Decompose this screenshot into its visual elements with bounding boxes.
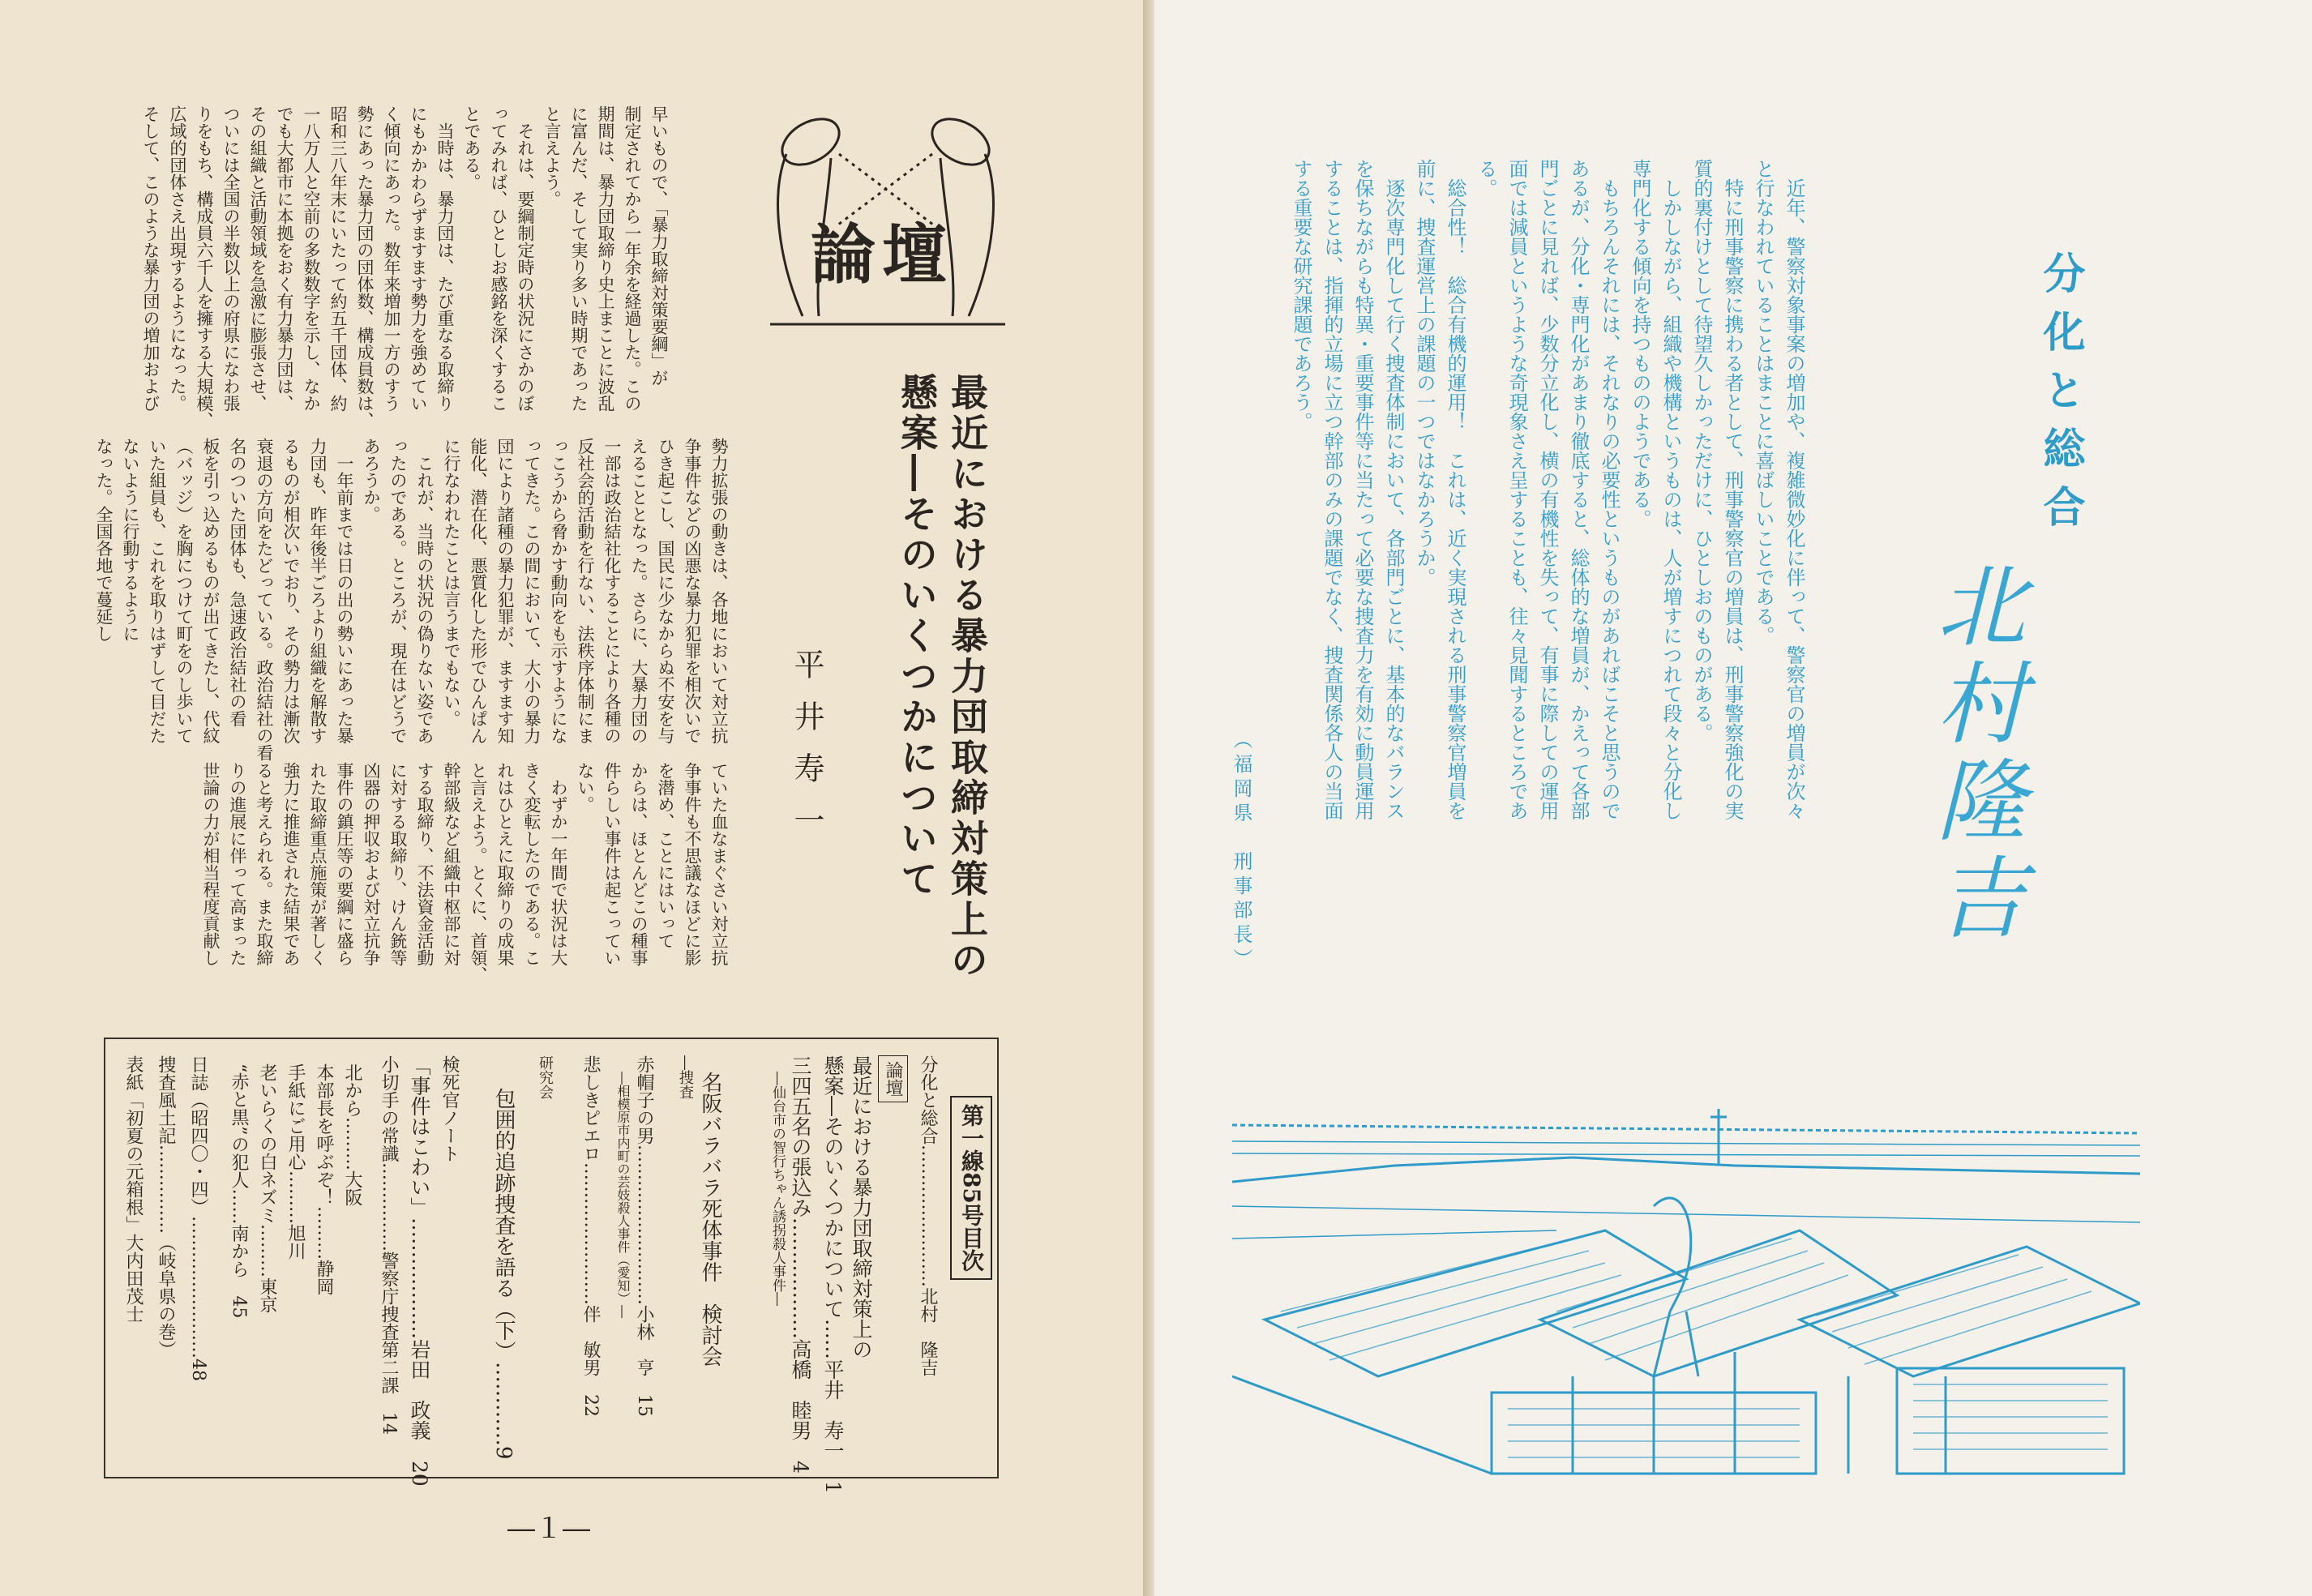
article-lower-col-40: れた取締重点施策が著しく [308,762,328,966]
toc-entry[interactable]: 研究会 [537,1055,554,1099]
toc-entry[interactable]: 最近における暴力団取締対策上の [850,1055,873,1359]
essay-col-2: と行なわれていることはまことに喜ばしいことである。 [1752,159,1775,645]
article-lower-col-44: 世論の力が相当程度貢献し [201,762,220,966]
article-lower-col-38: 凶器の押収および対立抗争 [362,762,381,966]
article-upper-col-13: 昭和三八年末にいたって約五千団体、約 [328,105,348,412]
article-author: 平井寿一 [789,648,824,856]
article-lower-col-43: りの進展に伴って高まった [228,762,247,966]
article-lower-col-1: 勢力拡張の動きは、各地において対立抗 [709,438,729,744]
toc-entry[interactable]: ―仙台市の智行ちゃん誘拐殺人事件― [769,1072,786,1306]
article-lower-col-5: 一部は政治結社化することにより各種の [602,438,622,744]
article-lower-col-15: 一年前までは日の出の勢いにあった暴 [335,455,354,744]
article-lower-col-30: ない。 [576,762,595,813]
article-lower-col-9: 団により諸種の暴力犯罪が、ますます知 [495,438,515,744]
toc-entry[interactable]: 分化と総合……………………北村 隆吉 [918,1055,938,1376]
article-lower-col-12: これが、当時の状況の偽りない姿であ [415,455,435,744]
author-affiliation: （福岡県 刑事部長） [1230,730,1252,973]
toc-entry[interactable]: 北から………大阪 [342,1063,362,1206]
article-upper-col-20: そして、このような暴力団の増加および [141,105,161,412]
essay-col-11: る。 [1475,159,1497,198]
article-upper-col-16: その組織と活動領域を急激に膨張させ、 [248,105,268,412]
toc-entry[interactable]: 日誌（昭四〇・四）……………………48 [188,1055,208,1381]
article-upper-col-18: りをもち、構成員六千人を擁する大規模、 [195,105,214,429]
toc-entry[interactable]: 悲しきピエロ……………………伴 敏男 22 [580,1055,601,1417]
article-lower-col-36: する取締り、不法資金活動 [415,762,435,966]
left-page [0,0,1143,1596]
article-upper-col-12: 勢にあった暴力団の団体数、構成員数は、 [355,105,375,429]
toc-entry[interactable]: 検死官ノート [439,1055,460,1162]
toc-entry[interactable]: 本部長を呼ぶぞ！………静岡 [314,1063,334,1295]
article-upper-col-6: それは、要綱制定時の状況にさかのぼ [516,122,535,412]
article-upper-col-14: 一八万人と空前の多数数字を示し、なか [302,105,321,412]
article-upper-col-3: 期間は、暴力団取締り史上まことに波乱 [596,105,615,412]
article-lower-col-8: ってきた。この間において、大小の暴力 [522,438,542,744]
toc-entry[interactable]: 老いらくの白ネズミ………東京 [257,1063,277,1313]
toc-entry[interactable]: 捜査風土記……………（岐阜県の巻） [156,1055,176,1359]
toc-heading: 第一線85号目次 [950,1096,992,1280]
article-title-line-1: 最近における暴力団取締対策上の [945,373,989,981]
article-lower-col-7: っこうから脅かす動向をも示すようにな [549,438,568,744]
article-lower-col-27: を潜め、ことにはいって [656,762,675,949]
article-lower-col-19: 名のついた団体も、急速政治結社の看 [228,438,247,727]
toc-entry[interactable]: “赤と黒”の犯人……南から 45 [229,1063,249,1319]
article-lower-col-34: と言えよう。とくに、首領、 [469,762,488,983]
article-lower-col-21: （バッジ）を胸につけて町をのし歩いて [174,438,194,744]
essay-col-14: 逐次専門化して行く捜査体制において、各部門ごとに、基本的なバランス [1382,178,1405,820]
harbor-town-illustration [1232,1109,2140,1490]
article-lower-col-14: あろうか。 [362,438,381,523]
article-lower-col-32: きく変転したのである。こ [522,762,542,966]
article-lower-col-31: わずか一年間で状況は大 [549,779,568,966]
article-lower-col-20: 板を引っ込めるものが出てきたし、代紋 [201,438,220,744]
article-upper-col-9: 当時は、暴力団は、たび重なる取締り [435,122,455,412]
essay-col-10: 面では減員というような奇現象さえ呈することも、往々見聞するところであ [1505,159,1528,820]
article-upper-col-1: 早いもので、「暴力取締対策要綱」が [649,105,669,387]
essay-col-16: することは、指揮的立場に立つ幹部のみの課題でなく、捜査関係各人の当面 [1321,159,1343,820]
article-upper-col-15: でも大都市に本拠をおく有力暴力団は、 [275,105,294,412]
article-lower-col-29: 件らしい事件は起こってい [602,762,622,966]
essay-col-3: 特に刑事警察に携わる者として、刑事警察官の増員は、刑事警察強化の実 [1721,178,1744,820]
article-upper-col-8: とである。 [462,105,482,190]
article-lower-col-16: 力団も、昨年後半ごろより組織を解散す [308,438,328,744]
article-lower-col-42: ると考えられる。また取締 [255,762,274,966]
essay-title: 分化と総合 [2036,251,2085,543]
toc-entry[interactable]: 表紙「初夏の元箱根」大内田茂士 [123,1055,143,1323]
article-upper-col-11: く傾向にあった。数年来増加一方のすう [382,105,401,412]
toc-entry[interactable]: 論壇 [878,1055,908,1102]
article-lower-col-39: 事件の鎮圧等の要綱に盛ら [335,762,354,966]
article-upper-col-7: ってみれば、ひとしお感銘を深くするこ [489,105,508,412]
article-upper-col-2: 制定されてから一年余を経過した。この [623,105,642,412]
article-upper-col-19: 広域的団体さえ出現するようになった。 [168,105,187,412]
handwritten-signature: 北村隆吉 [1922,559,2026,948]
article-lower-col-28: からは、ほとんどこの種事 [629,762,649,966]
essay-col-7: もちろんそれには、それなりの必要性というものがあればこそと思うので [1598,178,1621,820]
essay-col-12: 総合性！ 総合有機的運用！ これは、近く実現される刑事警察官増員を [1444,178,1466,820]
article-lower-col-4: えることとなった。さらに、大暴力団の [629,438,649,744]
article-upper-col-17: ついには全国の半数以上の府県になわ張 [221,105,241,412]
article-upper-col-5: と言えよう。 [542,105,562,208]
toc-entry[interactable]: 手紙にご用心………旭川 [285,1063,306,1260]
article-lower-col-41: 強力に推進された結果であ [281,762,301,966]
article-upper-col-4: に富んだ、そして実り多い時期であった [569,105,589,412]
article-lower-col-35: 幹部級など組織中枢部に対 [442,762,461,966]
article-upper-col-10: にもかかわらずますます勢力を強めてい [409,105,428,412]
article-lower-col-2: 争事件などの凶悪な暴力犯罪を相次いで [683,438,702,744]
essay-col-15: を保ちながらも特異・重要事件等に当たって必要な捜査力を有効に動員運用 [1351,159,1374,820]
article-title-line-2: 懸案―そのいくつかについて [895,373,939,900]
essay-col-8: あるが、分化・専門化があまり徹底すると、総体的な増員が、かえって各部 [1567,159,1590,820]
article-lower-col-37: に対する取締り、けん銃等 [388,762,408,966]
essay-col-9: 門ごとに見れば、少数分立化し、横の有機性を失って、有事に際しての運用 [1536,159,1559,820]
toc-entry[interactable]: 三四五名の張込み………………高橋 睦男 4 [789,1055,812,1474]
toc-entry[interactable]: 赤帽子の男………………………小林 亨 15 [634,1055,654,1417]
right-page [1154,0,2312,1596]
article-lower-col-10: 能化、潜在化、悪質化した形でひんぱん [469,438,488,744]
toc-entry[interactable]: 包囲的追跡捜査を語る（下）…………9 [491,1088,516,1460]
toc-entry[interactable]: ―相模原市内町の芸妓殺人事件（愛知）― [615,1072,631,1318]
toc-entry[interactable]: 小切手の常識……………警察庁捜査第二課 14 [379,1055,399,1435]
essay-col-17: する重要な研究課題であろう。 [1290,159,1312,431]
essay-col-1: 近年、警察対象事案の増加や、複雑微妙化に伴って、警察官の増員が次々 [1783,178,1805,820]
page-number: ―１― [507,1513,590,1545]
essay-col-4: 質的裏付けとして待望久しかっただけに、ひとしおのものがある。 [1690,159,1713,742]
toc-entry[interactable]: 「事件はこわい」………………岩田 政義 20 [408,1055,431,1487]
column-title: 論壇 [811,216,953,293]
article-lower-col-25: ていた血なまぐさい対立抗 [709,762,729,966]
article-lower-col-3: ひき起こし、国民に少なからぬ不安を与 [656,438,675,744]
book-gutter [1143,0,1154,1596]
article-lower-col-6: 反社会的活動を行ない、法秩序体制にま [576,438,595,744]
article-lower-col-18: 衰退の方向をたどっている。政治結社の看 [255,438,274,761]
toc-entry[interactable]: 懸案―そのいくつかについて……平井 寿一 1 [821,1055,845,1494]
table-of-contents [104,1038,999,1494]
article-lower-col-17: るものが相次いでおり、その勢力は漸次 [281,438,301,744]
article-lower-col-33: れはひとえに取締りの成果 [495,762,515,966]
toc-entry[interactable]: 名阪バラバラ死体事件 検討会 [698,1072,722,1367]
article-lower-col-13: ったのである。ところが、現在はどうで [388,438,408,744]
essay-col-5: しかしながら、組織や機構というものは、人が増すにつれて段々と分化し [1659,178,1682,820]
essay-col-13: 前に、捜査運営上の課題の一つではなかろうか。 [1413,159,1436,587]
article-lower-col-23: ないように行動するように [121,438,140,642]
article-lower-col-22: いた組員も、これを取りはずして目だた [148,438,167,744]
article-lower-col-24: なった。全国各地で蔓延し [94,438,113,642]
article-lower-col-11: に行なわれたことは言うまでもない。 [442,438,461,727]
essay-col-6: 専門化する傾向を持つもののようである。 [1629,159,1651,528]
article-lower-col-26: 争事件も不思議なほどに影 [683,762,702,966]
toc-entry[interactable]: ―捜査 [677,1055,694,1099]
